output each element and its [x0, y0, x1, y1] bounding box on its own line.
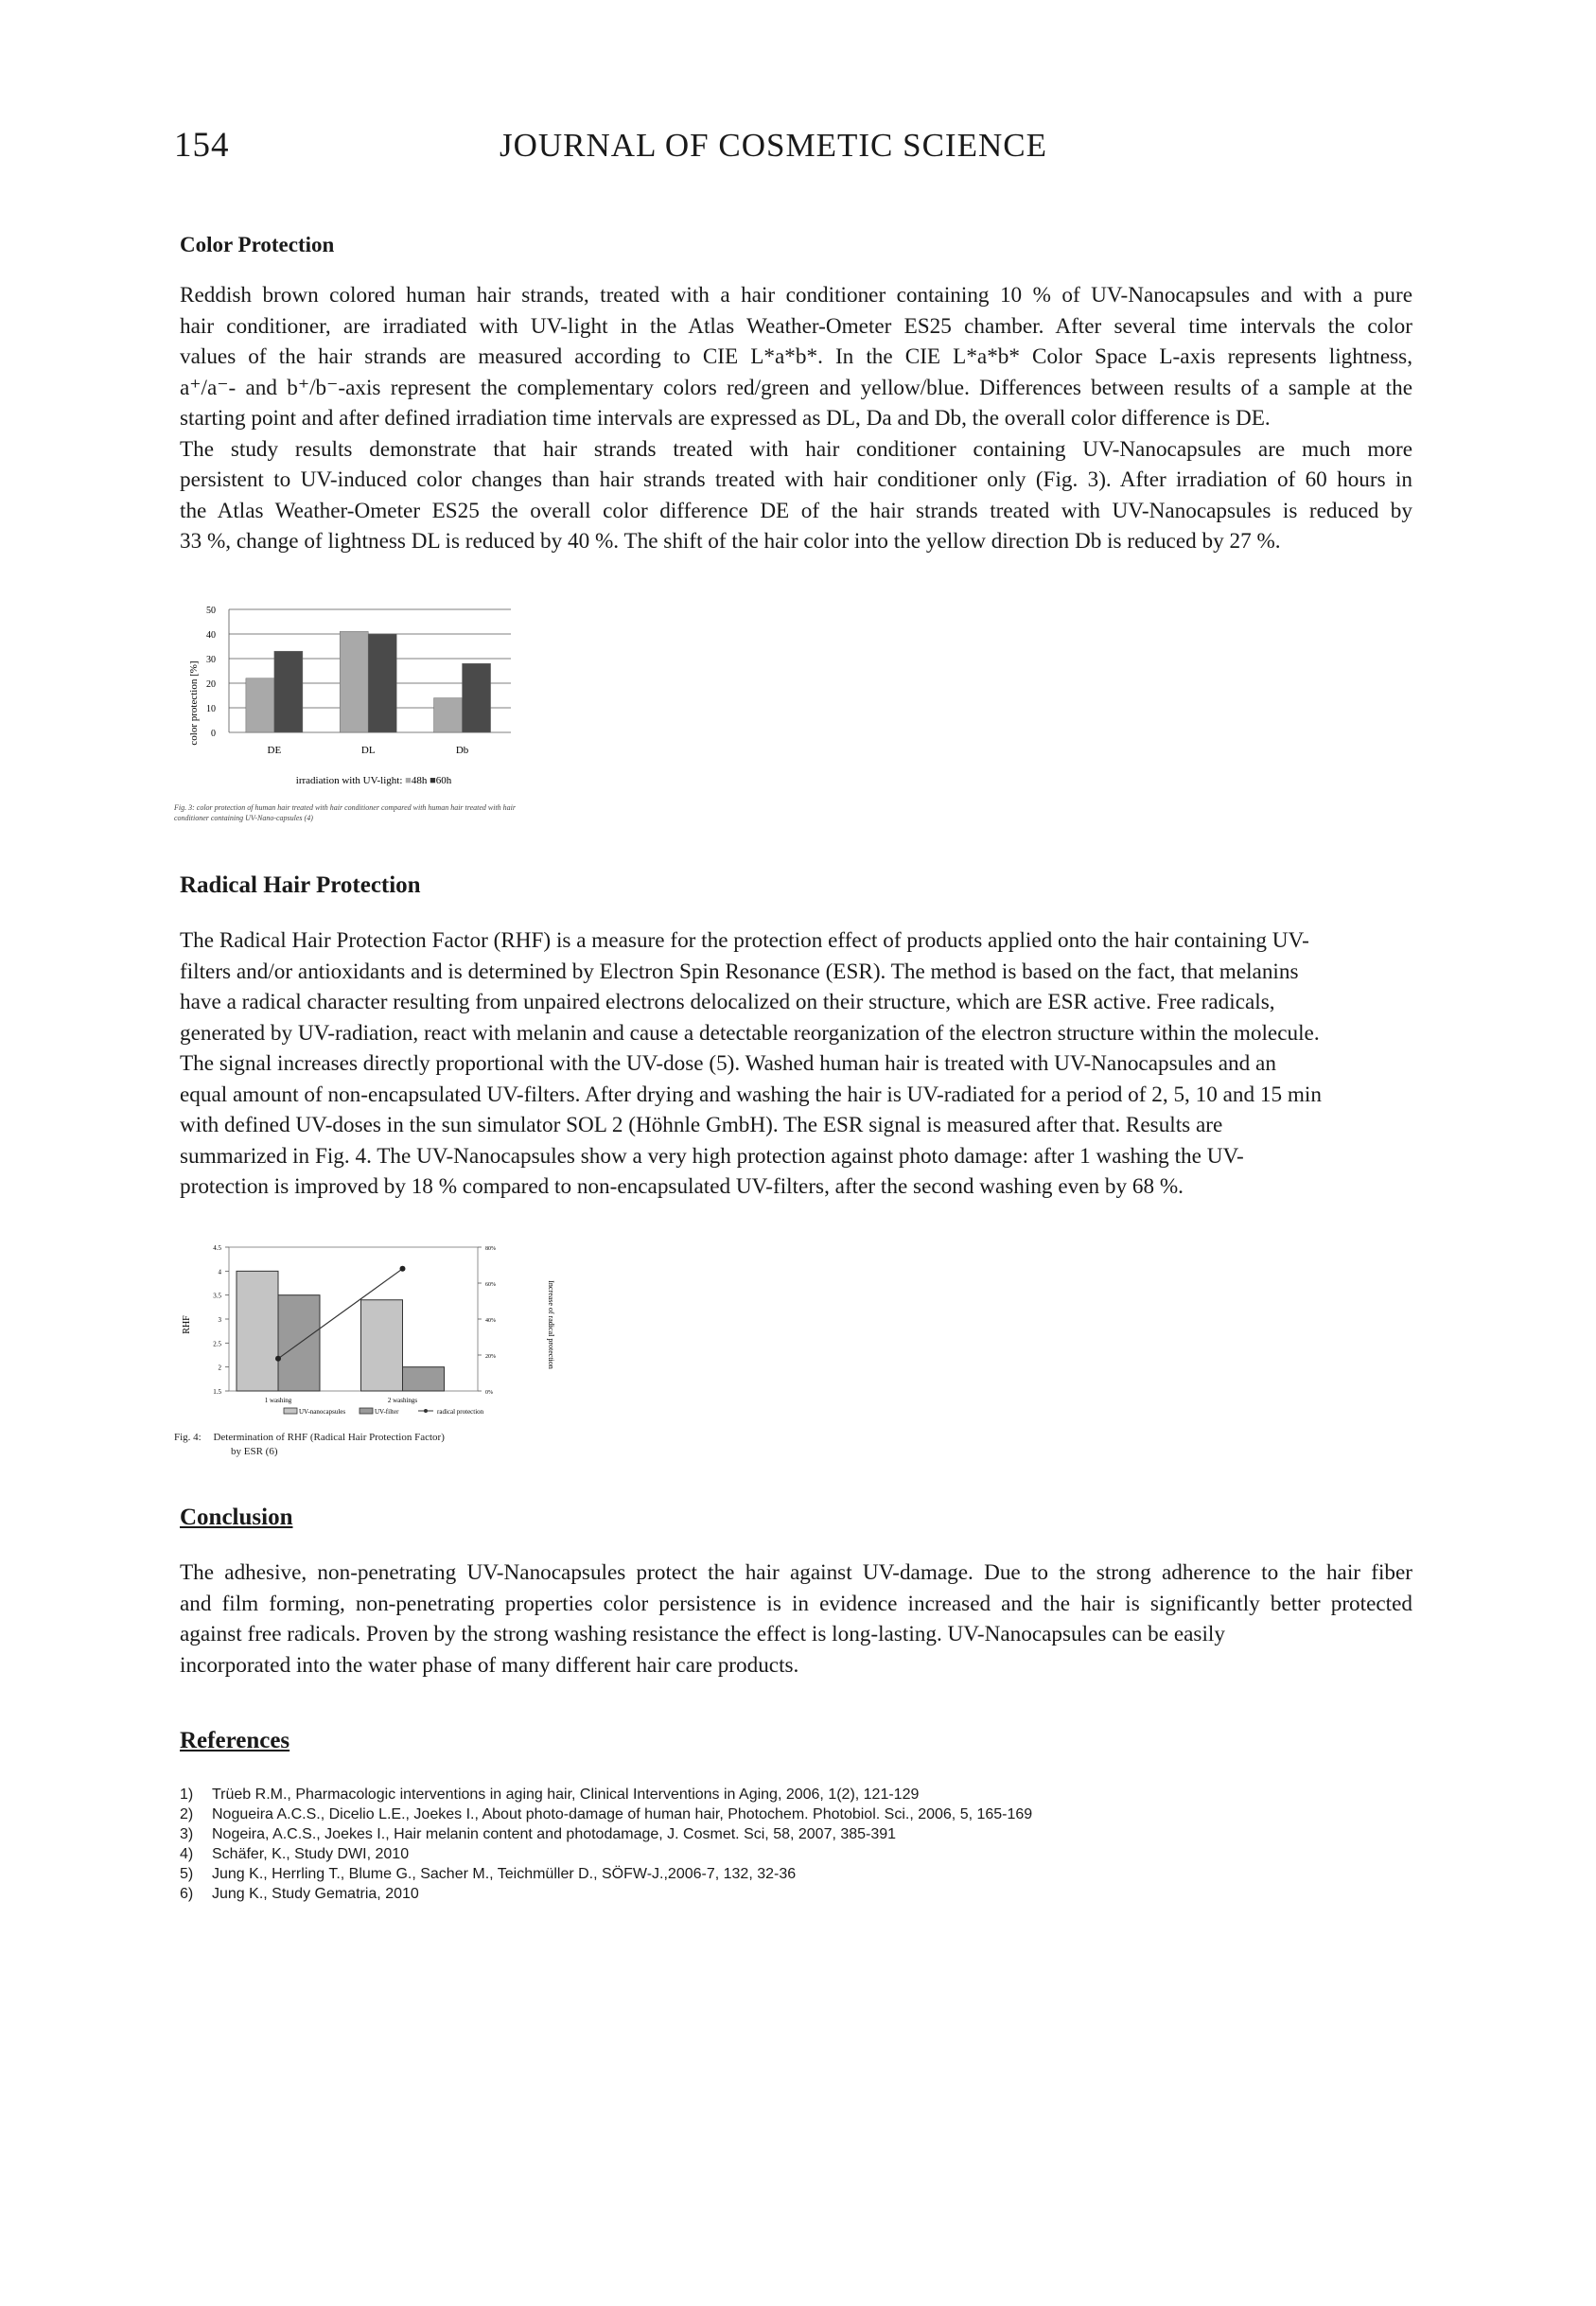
text-line: The study results demonstrate that hair strands treated with hair conditioner containing UV-Nanocapsules are much more [180, 436, 1412, 462]
fig3-x-tick-label: Db [455, 745, 469, 756]
fig4-x-ticks [265, 1397, 418, 1404]
fig4-x-tick-label: 1 washing [264, 1397, 292, 1404]
fig3-y-tick-label: 40 [206, 630, 216, 641]
fig4-y-tick-label: 2.5 [213, 1340, 221, 1348]
fig4-y2-tick-label: 0% [485, 1390, 493, 1396]
references-list [180, 1785, 1032, 1904]
fig3-y-tick-label: 0 [211, 729, 216, 739]
fig4-line-point [275, 1356, 281, 1362]
conclusion-paragraph [180, 1558, 1412, 1681]
fig4-y-tick-label: 1.5 [213, 1388, 221, 1396]
fig4-y2-tick-label: 60% [485, 1282, 496, 1288]
fig3-bar-Db-48h [434, 698, 463, 732]
fig3-x-axis-label [296, 775, 452, 786]
fig3-y-ticks [206, 606, 216, 739]
fig3-bars [246, 631, 491, 732]
fig3-bar-DE-60h [274, 651, 303, 732]
text-line: incorporated into the water phase of many different hair care products. [180, 1652, 799, 1678]
reference-text: Jung K., Herrling T., Blume G., Sacher M., Teichmüller D., SÖFW-J.,2006-7, 132, 32-36 [212, 1866, 797, 1882]
fig4-y-tick-label: 3.5 [213, 1292, 221, 1300]
reference-item [180, 1844, 1032, 1864]
fig4-bar-UV-filter [403, 1367, 445, 1391]
text-line: Reddish brown colored human hair strands, treated with a hair conditioner containing 10 % of UV-Nanocapsules and with a pure [180, 283, 1412, 308]
text-line: equal amount of non-encapsulated UV-filters. After drying and washing the hair is UV-radiated for a period of 2, 5, 10 and 15 min [180, 1082, 1322, 1107]
text-line: starting point and after defined irradiation time intervals are expressed as DL, Da and Db, the overall color difference is DE. [180, 406, 1271, 431]
fig4-x-tick-label: 2 washings [387, 1397, 418, 1404]
fig3-legend-60h: 60h [435, 775, 452, 786]
journal-title: JOURNAL OF COSMETIC SCIENCE [500, 127, 1047, 164]
fig4-legend-filter-swatch [360, 1408, 373, 1414]
fig4-legend-line: radical protection [437, 1408, 484, 1416]
fig4-bars [229, 1247, 478, 1391]
text-line: values of the hair strands are measured according to CIE L*a*b*. In the CIE L*a*b* Color Space L-axis represents lightness, [180, 344, 1412, 369]
fig3-y-axis-label: color protection [%] [188, 660, 200, 746]
fig4-caption-label: Fig. 4: [174, 1432, 202, 1443]
text-line: summarized in Fig. 4. The UV-Nanocapsules show a very high protection against photo damage: after 1 washing the UV- [180, 1143, 1244, 1169]
text-line: and film forming, non-penetrating properties color persistence is in evidence increased and the hair is significantly better protected [180, 1591, 1412, 1616]
reference-item [180, 1884, 1032, 1904]
text-line: filters and/or antioxidants and is determined by Electron Spin Resonance (ESR). The method is based on the fact, that melanins [180, 959, 1299, 984]
text-line: a⁺/a⁻- and b⁺/b⁻-axis represent the complementary colors red/green and yellow/blue. Differences between results of a sample at the [180, 375, 1412, 400]
fig4-caption-line: by ESR (6) [231, 1446, 278, 1457]
fig4-y-tick-label: 4.5 [213, 1244, 221, 1252]
fig4-caption-line: Determination of RHF (Radical Hair Protection Factor) [213, 1432, 445, 1443]
fig4-legend [284, 1408, 484, 1416]
reference-number: 6) [180, 1886, 194, 1902]
fig3-legend-48h-marker: ■ [405, 775, 412, 786]
fig4-legend-nano: UV-nanocapsules [299, 1408, 346, 1416]
fig3-bar-Db-60h [463, 663, 491, 732]
fig4-y2-tick-label: 80% [485, 1246, 496, 1252]
fig4-y2-tick-label: 40% [485, 1318, 496, 1324]
fig4-y-axis-label: RHF [182, 1315, 192, 1334]
radical-protection-paragraph [180, 925, 1412, 1203]
reference-number: 5) [180, 1866, 194, 1882]
reference-item [180, 1804, 1032, 1824]
fig3-y-tick-label: 30 [206, 655, 216, 665]
figure-4-caption [174, 1431, 445, 1459]
figure-3-caption: Fig. 3: color protection of human hair treated with hair conditioner compared with human hair treated with hair conditioner containing UV-Nano-capsules (4) [174, 803, 517, 822]
color-protection-paragraph [180, 280, 1412, 557]
text-line: against free radicals. Proven by the strong washing resistance the effect is long-lasting. UV-Nanocapsules can be easily [180, 1622, 1225, 1646]
fig4-legend-filter: UV-filter [375, 1408, 399, 1416]
text-line: The signal increases directly proportional with the UV-dose (5). Washed human hair is treated with UV-Nanocapsules and an [180, 1051, 1276, 1076]
reference-text: Schäfer, K., Study DWI, 2010 [212, 1846, 410, 1862]
figure-4-chart [170, 1230, 568, 1429]
reference-text: Nogueira A.C.S., Dicelio L.E., Joekes I., About photo-damage of human hair, Photochem. Photobiol. Sci., 2006, 5, 165-169 [212, 1806, 1033, 1822]
fig3-x-ticks [268, 745, 469, 756]
text-line: 33 %, change of lightness DL is reduced by 40 %. The shift of the hair color into the yellow direction Db is reduced by 27 %. [180, 529, 1281, 554]
fig3-x-tick-label: DE [267, 745, 282, 756]
section-heading-conclusion: Conclusion [180, 1505, 293, 1530]
fig3-bar-DE-48h [246, 678, 274, 732]
section-heading-references: References [180, 1728, 290, 1753]
fig3-bar-DL-60h [368, 634, 396, 732]
reference-number: 2) [180, 1806, 194, 1822]
fig4-y-ticks [213, 1244, 229, 1396]
reference-text: Jung K., Study Gematria, 2010 [212, 1886, 419, 1902]
section-heading-radical-protection: Radical Hair Protection [180, 872, 421, 898]
fig4-y2-axis-label: Increase of radical protection [547, 1280, 555, 1369]
fig3-y-tick-label: 50 [206, 606, 216, 616]
text-line: The adhesive, non-penetrating UV-Nanocapsules protect the hair against UV-damage. Due to the strong adherence to the hair fiber [180, 1560, 1412, 1585]
fig4-y2-ticks [478, 1246, 496, 1396]
figure-3-chart [170, 594, 530, 793]
fig4-y2-tick-label: 20% [485, 1354, 496, 1360]
fig3-bar-DL-48h [340, 631, 368, 732]
reference-item [180, 1785, 1032, 1804]
fig4-y-tick-label: 3 [218, 1316, 221, 1324]
fig3-y-tick-label: 20 [206, 679, 216, 690]
fig4-bar-UV-nanocapsules [361, 1300, 403, 1391]
fig4-y-tick-label: 2 [218, 1364, 221, 1372]
fig3-y-tick-label: 10 [206, 704, 216, 714]
text-line: protection is improved by 18 % compared to non-encapsulated UV-filters, after the second washing even by 68 %. [180, 1174, 1184, 1199]
text-line: with defined UV-doses in the sun simulator SOL 2 (Höhnle GmbH). The ESR signal is measured after that. Results are [180, 1113, 1223, 1137]
page-number: 154 [174, 126, 230, 165]
text-line: hair conditioner, are irradiated with UV-light in the Atlas Weather-Ometer ES25 chamber. After several time intervals the color [180, 313, 1412, 339]
fig3-legend-48h: 48h [411, 775, 428, 786]
reference-text: Trüeb R.M., Pharmacologic interventions in aging hair, Clinical Interventions in Aging, 2006, 1(2), 121-129 [212, 1787, 920, 1803]
text-line: generated by UV-radiation, react with melanin and cause a detectable reorganization of the electron structure within the molecule. [180, 1020, 1320, 1046]
fig4-line-point [400, 1266, 406, 1272]
reference-item [180, 1864, 1032, 1884]
reference-number: 3) [180, 1826, 194, 1842]
reference-text: Nogeira, A.C.S., Joekes I., Hair melanin content and photodamage, J. Cosmet. Sci, 58, 2007, 385-391 [212, 1826, 897, 1842]
reference-item [180, 1824, 1032, 1844]
fig3-legend-60h-marker: ■ [430, 775, 436, 786]
fig3-x-tick-label: DL [360, 745, 376, 756]
text-line: persistent to UV-induced color changes than hair strands treated with hair conditioner only (Fig. 3). After irradiation of 60 hours in [180, 467, 1412, 492]
fig4-y-tick-label: 4 [218, 1268, 221, 1276]
text-line: The Radical Hair Protection Factor (RHF) is a measure for the protection effect of products applied onto the hair containing UV- [180, 928, 1309, 953]
fig4-bar-UV-nanocapsules [237, 1271, 278, 1391]
fig4-legend-nano-swatch [284, 1408, 297, 1414]
fig4-legend-line-dot [424, 1409, 428, 1413]
fig3-xlabel: irradiation with UV-light: [295, 775, 403, 786]
reference-number: 1) [180, 1787, 194, 1803]
text-line: have a radical character resulting from unpaired electrons delocalized on their structure, which are ESR active. Free radicals, [180, 990, 1275, 1014]
reference-number: 4) [180, 1846, 194, 1862]
text-line: the Atlas Weather-Ometer ES25 the overall color difference DE of the hair strands treated with UV-Nanocapsules is reduced by [180, 498, 1412, 523]
section-heading-color-protection: Color Protection [180, 233, 335, 256]
